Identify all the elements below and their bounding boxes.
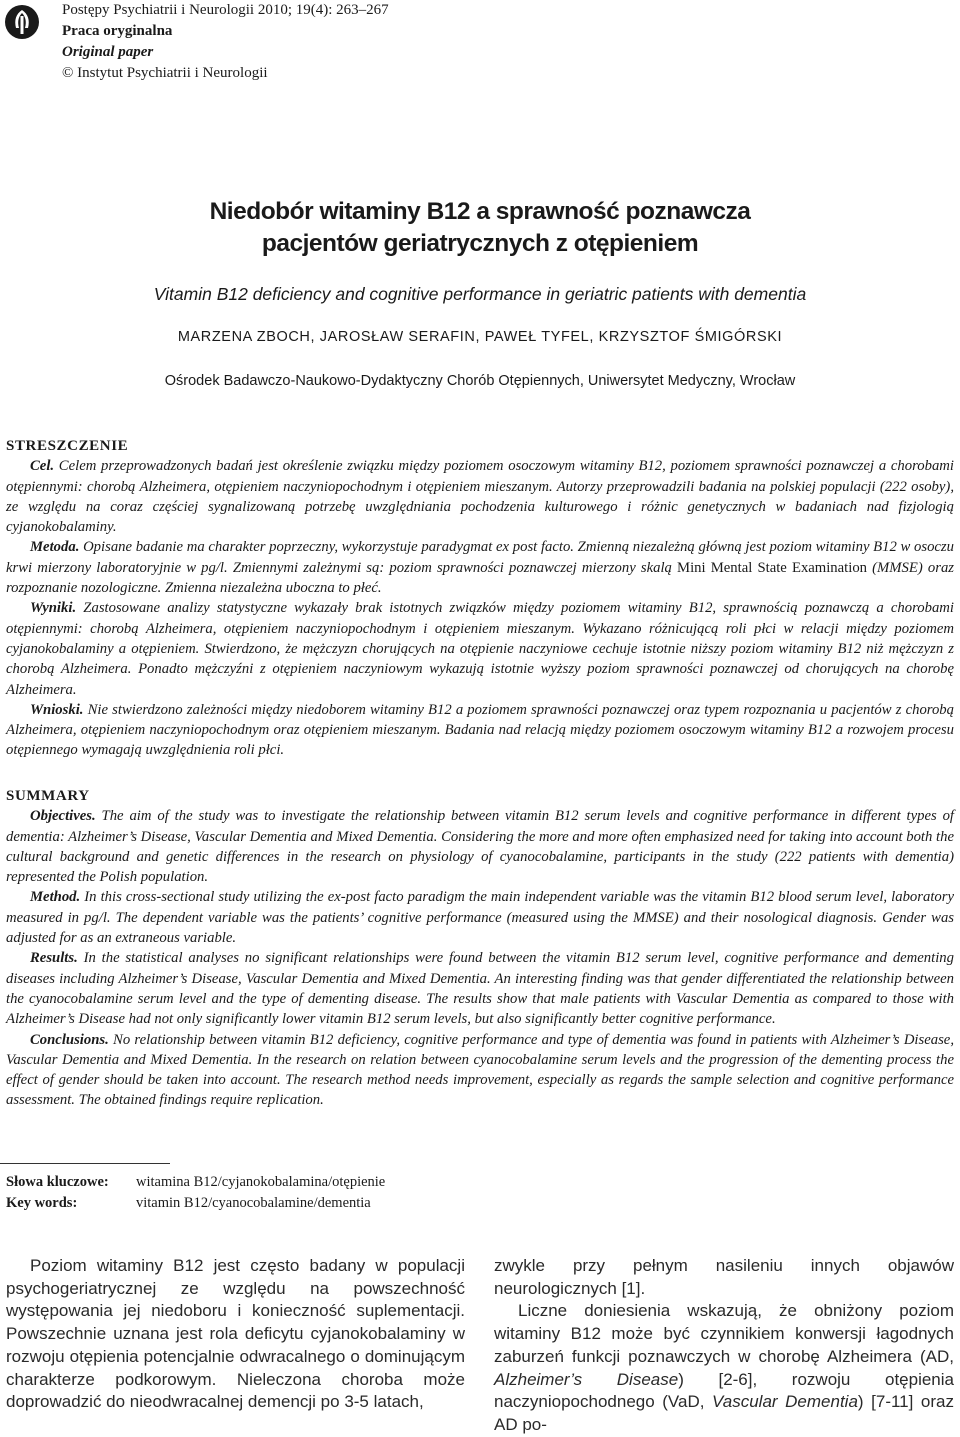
journal-logo-icon [4,4,40,40]
results-label: Results. [30,950,78,967]
wyniki-label: Wyniki. [30,600,77,617]
summary-results [6,948,954,1029]
body-right-paragraph-1: zwykle przy pełnym nasileniu innych objawów neurologicznych [1]. [494,1256,954,1298]
abstract-polish-heading: STRESZCZENIE [6,438,129,454]
authors: MARZENA ZBOCH, JAROSŁAW SERAFIN, PAWEŁ TYFEL, KRZYSZTOF ŚMIGÓRSKI [177,329,783,345]
title-line-2: pacjentów geriatrycznych z otępieniem [261,230,699,257]
keywords-en [6,1193,385,1214]
summary-method [6,887,954,948]
keywords-divider [0,1163,170,1164]
keywords-en-label: Key words: [6,1195,78,1211]
body-right-p2-it1: Alzheimer’s Disease [494,1369,679,1389]
abstract-english-heading: SUMMARY [6,788,90,804]
metoda-text: Opisane badanie ma charakter poprzeczny, wykorzystuje paradygmat ex post facto. Zmienną niezależną główną jest poziom witaminy B12 w osoczu krwi mierzony laboratoryjnie w pg/l. Zmiennymi zależnymi są: poziom sprawności poznawczej mierzony skalą [6,539,954,576]
conclusions-label: Conclusions. [30,1031,109,1048]
paper-type-en: Original paper [62,44,154,60]
abstract-polish [6,436,954,761]
metoda-mmse: Mini Mental State Examination [677,559,868,576]
article-title-english: Vitamin B12 deficiency and cognitive performance in geriatric patients with dementia [153,284,807,304]
body-right-p2-b: ) [2-6], rozwoju otępienia naczyniopochodnego (VaD, [494,1369,954,1412]
abstract-metoda [6,537,954,598]
cel-text: Celem przeprowadzonych badań jest określenie związku między poziomem osoczowym witaminy B12, poziomem sprawności poznawczej a chorobami otępiennymi: chorobą Alzheimera, otępieniem naczyniopochodnym i otępieniem mieszanym. Autorzy przeprowadzili badania na polskiej populacji (222 osoby), ze względu na coraz częściej sygnalizowaną potrzebę uwzględniania pochodzenia kulturowego i różnic genetycznych w badaniach nad fizjologią cyjanokobalaminy. [6,458,954,536]
abstract-cel [6,456,954,537]
abstract-english [6,786,954,1111]
method-text: In this cross-sectional study utilizing the ex-post facto paradigm the main independent variable was the vitamin B12 blood serum level, laboratory measured in pg/l. The dependent variable was the patients’ cognitive performance (measured using the MMSE) and their nosological diagnosis. Gender was adjusted for as an extraneous variable. [6,889,954,947]
body-right-p2-it2: Vascular Dementia [712,1392,858,1412]
keywords-pl-value: witamina B12/cyjanokobalamina/otępienie [136,1174,386,1190]
conclusions-text: No relationship between vitamin B12 deficiency, cognitive performance and type of dementia was found in patients with Alzheimer’s Disease, Vascular Dementia and Mixed Dementia. In the research on relation between cyanocobalamine serum levels and the progression of the dementing process the effect of gender should be taken into account. The research method needs improvement, especially as regards the sample selection and cognitive performance assessment. The obtained findings require replication. [6,1031,954,1109]
wyniki-text: Zastosowane analizy statystyczne wykazały brak istotnych związków między poziomem witaminy B12, sprawnością poznawczą a chorobami otępiennymi: chorobą Alzheimera, otępieniem naczyniopochodnym i otępieniem mieszanym. Wykazano różnicującą roli płci w relacji między poziomem cyjanokobalaminy a otępieniem. Stwierdzono, że mężczyzn chorujących na otępienie naczyniowe cechuje istotnie niższy poziom witaminy B12 niż mężczyzn z chorobą Alzheimera. Ponadto mężczyźni z otępieniem naczyniowym wykazują istotnie wyższy poziom sprawności poznawczej od chorujących na chorobę Alzheimera. [6,600,954,698]
objectives-text: The aim of the study was to investigate the relationship between vitamin B12 serum levels and cognitive performance in different types of dementia: Alzheimer’s Disease, Vascular Dementia and Mixed Dementia. Considering the more and more often emphasized need for taking into account both the cultural background and genetic differences in the research on physiology of cyanocobalamine, participants in the study (222 patients with dementia) represented the Polish population. [6,808,954,886]
keywords-pl-label: Słowa kluczowe: [6,1174,109,1190]
metoda-label: Metoda. [30,539,80,556]
body-column-right [494,1255,954,1437]
metoda-text-2: (MMSE) oraz rozpoznanie nozologiczne. Zmienna niezależna uboczna to płeć. [6,559,954,597]
keywords-en-value: vitamin B12/cyanocobalamine/dementia [136,1195,371,1211]
wnioski-label: Wnioski. [30,701,84,718]
summary-conclusions [6,1030,954,1111]
summary-objectives [6,806,954,887]
affiliation: Ośrodek Badawczo-Naukowo-Dydaktyczny Chorób Otępiennych, Uniwersytet Medyczny, Wrocław [164,373,796,389]
paper-type-pl: Praca oryginalna [62,23,173,39]
abstract-wnioski [6,700,954,761]
body-right-paragraph-2 [494,1300,954,1436]
article-title [0,196,960,260]
objectives-label: Objectives. [30,808,96,825]
journal-header [62,0,389,84]
results-text: In the statistical analyses no significant relationships were found between the vitamin B12 serum level, cognitive performance and dementing diseases including Alzheimer’s Disease, Vascular Dementia and Mixed Dementia. An interesting finding was that gender differentiated the relationship between the cyanocobalamine serum level and the type of dementing disease. The results show that male patients with Vascular Dementia as compared to those with Alzheimer’s Disease had not only significantly lower vitamin B12 serum levels, but also significantly better cognitive performance. [6,950,954,1028]
body-left-paragraph-1: Poziom witaminy B12 jest często badany w populacji psychogeriatrycznej ze względu na powszechność występowania jej niedoboru i konieczność suplementacji. Powszechnie uznana jest rola deficytu cyjanokobalaminy w rozwoju otępienia potencjalnie odwracalnego o dominującym charakterze podkorowym. Nieleczona choroba może doprowadzić do nieodwracalnej demencji po 3-5 latach, [6,1256,465,1412]
cel-label: Cel. [30,458,55,475]
wnioski-text: Nie stwierdzono zależności między niedoborem witaminy B12 a poziomem sprawności poznawczej oraz typem rozpoznania u pacjentów z chorobą Alzheimera, otępieniem naczyniopochodnym oraz otępieniem mieszanym. Badania nad relacją między poziomem osoczowym witaminy B12 a rozwojem procesu otępiennego wymagają uwzględnienia roli płci. [6,701,954,759]
keywords-pl [6,1172,385,1193]
keywords-block [6,1172,385,1214]
body-right-p2-a: Liczne doniesienia wskazują, że obniżony poziom witaminy B12 może być czynnikiem konwersji łagodnych zaburzeń funkcji poznawczych w chorobę Alzheimera (AD, [494,1301,954,1366]
body-column-left [6,1255,465,1414]
journal-citation: Postępy Psychiatrii i Neurologii 2010; 19(4): 263–267 [62,2,389,18]
copyright: © Instytut Psychiatrii i Neurologii [62,65,268,81]
abstract-wyniki [6,598,954,699]
method-label: Method. [30,889,81,906]
body-right-p2-c: ) [7-11] oraz AD po- [494,1392,955,1434]
title-line-1: Niedobór witaminy B12 a sprawność poznawcza [209,198,751,225]
